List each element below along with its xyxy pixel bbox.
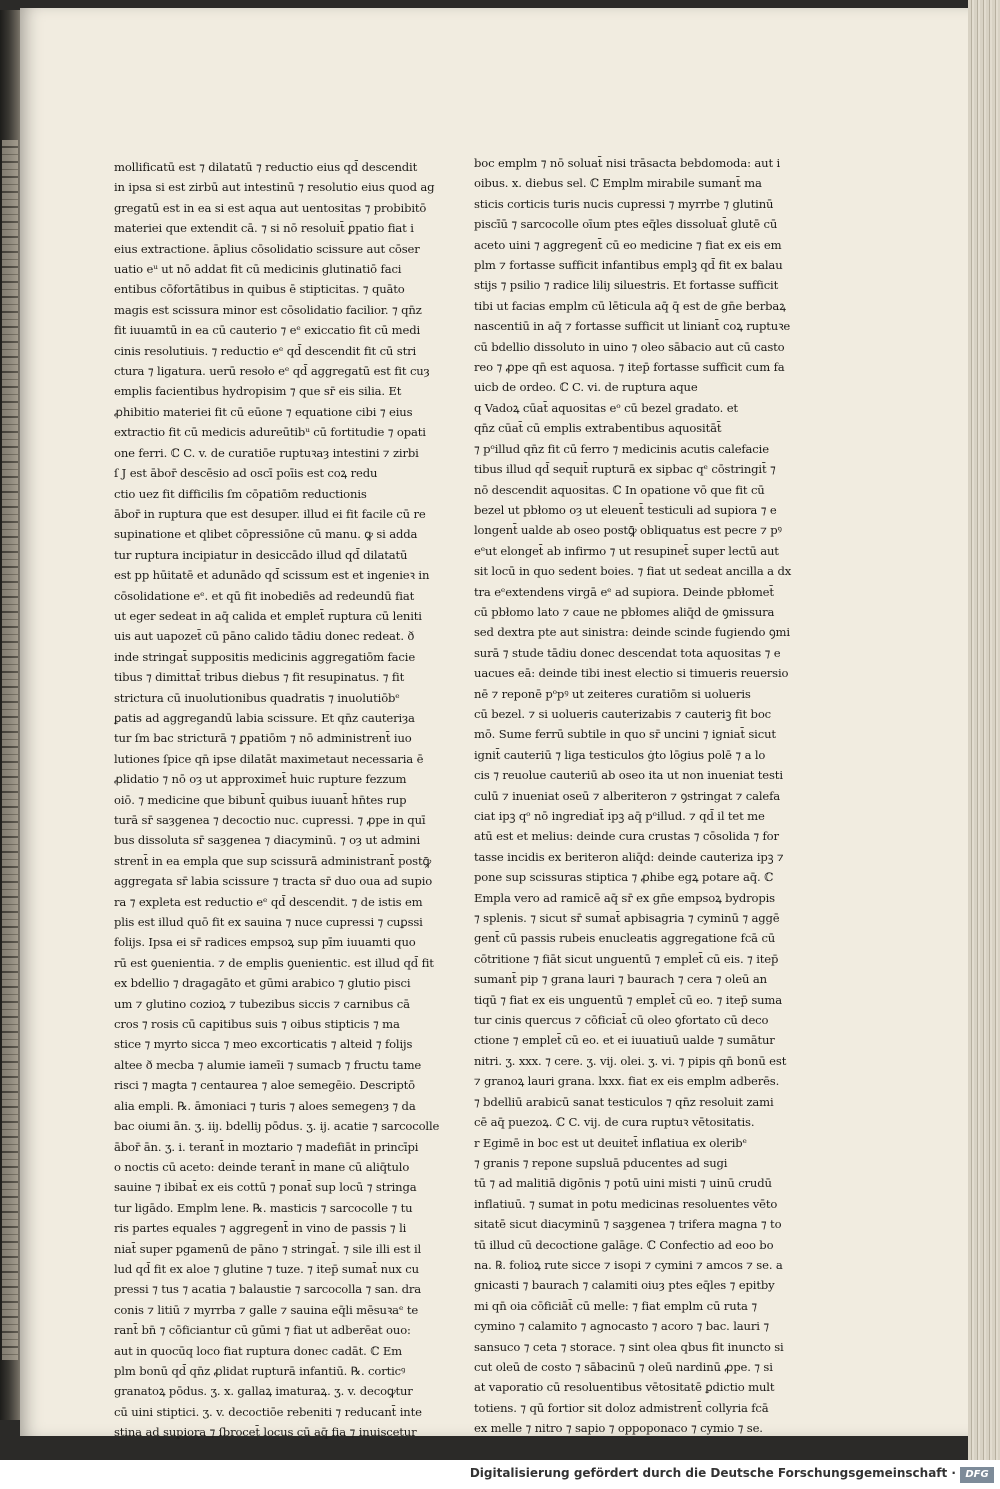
text-line: eius extractione. āplius cōsolidatio scissure aut cōser <box>114 241 420 256</box>
text-line: est pp hūitatē et adunādo qd̄ scissum est et ingenieꝛ in <box>114 568 430 583</box>
text-line: cut oleū de costo ⁊ sābacinū ⁊ oleū nardinū ꝓpe. ⁊ si <box>474 1359 773 1374</box>
text-line: ut eger sedeat in aq̄ calida et emplet̄ ruptura cū leniti <box>114 608 422 623</box>
text-line: sit locū in quo sedent boies. ⁊ fiat ut sedeat ancilla a dx <box>474 564 792 579</box>
text-line: alia empli. ℞. āmoniaci ⁊ turis ⁊ aloes semegenȝ ⁊ da <box>114 1098 416 1113</box>
text-line: sitatē sicut diacyminū ⁊ saȝgenea ⁊ trifera magna ⁊ to <box>474 1217 782 1232</box>
text-line: ⁊ pᵒillud qn̄z fit cū ferro ⁊ medicinis acutis calefacie <box>474 441 769 456</box>
text-line: bezel ut pbłomo oȝ ut eleuent̄ testiculi ad supiora ⁊ e <box>474 502 777 517</box>
text-line: ꝓhibitio materiei fit cū eūone ⁊ equatione cibi ⁊ eius <box>114 404 413 419</box>
text-line: extractio fit cū medicis adureūtibᵘ cū fortitudie ⁊ opati <box>114 425 426 440</box>
text-line: emplis facientibus hydropisim ⁊ que sr̄ eis silia. Et <box>114 384 402 399</box>
text-line: cē aq̄ puezoꝝ. ℂ C. vij. de cura ruptuꝛ vētositatis. <box>474 1115 755 1130</box>
text-line: plm ⁊ fortasse sufficit infantibus emplꝫ qd̄ fit ex balau <box>474 258 783 273</box>
text-line: bus dissoluta sr̄ saȝgenea ⁊ diacyminū. ⁊ oȝ ut admini <box>114 833 421 848</box>
text-line: ſ J est ābor̄ descēsio ad oscī poīis est coꝝ redu <box>114 466 378 481</box>
text-line: na. ℞. folioꝝ rute sicce ⁊ isopi ⁊ cymini ⁊ amcos ⁊ se. a <box>474 1257 783 1272</box>
text-line: ꝓlidatio ⁊ nō oȝ ut approximet̄ huic rupture fezzum <box>114 772 407 787</box>
text-line: rū est ꝯuenientia. ⁊ de emplis ꝯuenientic. est illud qd̄ fit <box>114 955 434 970</box>
text-line: conis ⁊ litiū ⁊ myrrba ⁊ galle ⁊ sauina eq̄li mēsuꝛaᵉ te <box>114 1302 419 1317</box>
text-line: tibus ⁊ dimittat̄ tribus diebus ⁊ fit resupinatus. ⁊ fit <box>114 670 405 685</box>
text-line: longent̄ ualde ab oseo postꝙ̄ obliquatus est pecre ⁊ pꝰ <box>474 523 782 538</box>
text-line: cū bezel. ⁊ si uolueris cauterizabis ⁊ cauteriꝫ fit boc <box>474 706 771 721</box>
text-line: altee ð mecba ⁊ alumie iameīi ⁊ sumacb ⁊ fructu tame <box>114 1057 422 1072</box>
text-line: o noctis cū aceto: deinde terant̄ in mane cū aliq̄tulo <box>114 1159 410 1174</box>
text-line: uatio eᵘ ut nō addat fit cū medicinis glutinatiō faci <box>114 262 402 277</box>
text-line: cinis resolutiuis. ⁊ reductio eᵉ qd̄ descendit fit cū stri <box>114 343 417 358</box>
text-line: aut in quocūq loco fiat ruptura donec cadāt. ℂ Em <box>114 1343 403 1358</box>
text-line: oibus. x. diebus sel. ℂ Emplm mirabile sumant̄ ma <box>474 176 762 191</box>
text-line: nē ⁊ reponē pᵒpꝰ ut zeiteres curatiōm si uolueris <box>474 686 751 701</box>
text-line: ctio uez fit difficilis ſm cōpatiōm reductionis <box>114 486 367 501</box>
text-line: r Egimē in boc est ut deuitet̄ inflatiua ex oleribᵉ <box>474 1135 747 1150</box>
text-line: ra ⁊ expleta est reductio eᵉ qd̄ descendit. ⁊ de istis em <box>114 894 423 909</box>
facing-page-edge <box>2 140 18 1360</box>
text-line: in ipsa si est zirbū aut intestinū ⁊ resolutio eius quod ag <box>114 180 435 195</box>
text-line: eᵉut elonget̄ ab infirmo ⁊ ut resupinet̄ super lectū aut <box>474 543 779 558</box>
text-line: materiei que extendit cā. ⁊ si nō resoluit̄ ꝑpatio fiat i <box>114 221 414 236</box>
text-line: gnicasti ⁊ baurach ⁊ calamiti oiuȝ ptes eq̄les ⁊ epitby <box>474 1278 775 1293</box>
text-line: cros ⁊ rosis cū capitibus suis ⁊ oibus stipticis ⁊ ma <box>114 1017 400 1032</box>
text-line: folijs. Ipsa ei sr̄ radices empsoꝝ sup pīm iuuamti quo <box>114 935 416 950</box>
text-line: tra eᵉextendens virgā eᵉ ad supiora. Deinde pbłomet̄ <box>474 584 774 599</box>
text-line: strent̄ in ea empla que sup scissurā administrant̄ postꝙ̄ <box>114 853 432 868</box>
text-line: stijs ⁊ psilio ⁊ radice liliȷ siluestris. Et fortasse sufficit <box>474 278 779 293</box>
text-line: tū ⁊ ad malitiā digōnis ⁊ potū uini misti ⁊ uinū crudū <box>474 1176 772 1191</box>
text-line: mō. Sume ferrū subtile in quo sr̄ uncini ⁊ igniat̄ sicut <box>474 727 776 742</box>
text-line: cū bdellio dissoluto in uino ⁊ oleo sābacio aut cū casto <box>474 339 785 354</box>
text-line: sed dextra pte aut sinistra: deinde scinde fugiendo ꝯmi <box>474 625 790 640</box>
text-line: rant̄ bn̄ ⁊ cōficiantur cū gūmi ⁊ fiat ut adberēat ouo: <box>114 1323 411 1338</box>
text-line: ex melle ⁊ nitro ⁊ sapio ⁊ oppoponaco ⁊ cymio ⁊ se. <box>474 1421 763 1436</box>
text-line: tiqū ⁊ fiat ex eis unguentū ⁊ emplet̄ cū eo. ⁊ itep̄ suma <box>474 992 783 1007</box>
text-line: cōtritione ⁊ fiāt sicut unguentū ⁊ emplet̄ cū eis. ⁊ itep̄ <box>474 951 779 966</box>
text-line: ⁊ bdelliū arabicū sanat testiculos ⁊ qn̄z resoluit zami <box>474 1094 774 1109</box>
text-line: piscīū ⁊ sarcocolle oīum ptes eq̄les dissoluat̄ glutē cū <box>474 217 778 232</box>
text-line: gregatū est in ea si est aqua aut uentositas ⁊ probibitō <box>114 200 427 215</box>
text-line: atū est et melius: deinde cura crustas ⁊ cōsolida ⁊ for <box>474 829 779 844</box>
funding-credit: Digitalisierung gefördert durch die Deutsche Forschungsgemeinschaft · <box>469 1466 956 1480</box>
text-line: ⁊ granoꝝ lauri grana. lxxx. fiat ex eis emplm adberēs. <box>474 1074 780 1089</box>
text-line: ris partes equales ⁊ aggregent̄ in vino de passis ⁊ li <box>114 1221 407 1236</box>
text-line: risci ⁊ magta ⁊ centaurea ⁊ aloe semegēio. Descriptō <box>114 1078 415 1093</box>
text-line: tur ruptura incipiatur in desiccādo illud qd̄ dilatatū <box>114 547 408 562</box>
text-line: boc emplm ⁊ nō soluat̄ nisi trāsacta bebdomoda: aut i <box>474 156 781 170</box>
text-line: ex bdellio ⁊ dragagāto et gūmi arabico ⁊ glutio pisci <box>114 976 411 991</box>
text-line: ꝑatis ad aggregandū labia scissure. Et qn̄z cauteriȝa <box>114 710 415 725</box>
text-line: tur ligādo. Emplm lene. ℞. masticis ⁊ sarcocolle ⁊ tu <box>114 1200 413 1215</box>
text-line: surā ⁊ stude tādiu donec descendat tota aquositas ⁊ e <box>474 645 781 660</box>
text-line: tibi ut facias emplm cū lēticula aq̄ q̄ est de gn̄e berbaꝝ <box>474 298 786 313</box>
text-line: ignit̄ cauteriū ⁊ liga testiculos ġto lōgius polē ⁊ a lo <box>474 747 766 762</box>
text-line: culū ⁊ inueniat oseū ⁊ alberiteron ⁊ ꝯstringat ⁊ calefa <box>474 788 781 803</box>
text-line: Empla vero ad ramicē aq̄ sr̄ ex gn̄e empsoꝝ bydropis <box>474 890 775 905</box>
text-line: um ⁊ glutino cozioꝝ ⁊ tubezibus siccis ⁊ carnibus cā <box>114 996 410 1011</box>
text-line: inde stringat̄ suppositis medicinis aggregatiōm facie <box>114 649 416 664</box>
text-line: reo ⁊ ꝓpe qn̄ est aquosa. ⁊ itep̄ fortasse sufficit cum fa <box>474 360 785 375</box>
text-line: entibus cōfortātibus in quibus ē stipticitas. ⁊ quāto <box>114 282 405 297</box>
text-line: plm bonū qd̄ qn̄z ꝓlidat rupturā infantiū. ℞. corticꝰ <box>114 1363 406 1378</box>
text-line: qn̄z cūat̄ cū emplis extrabentibus aquositāt̄ <box>474 421 722 436</box>
text-line: sumant̄ pip ⁊ grana lauri ⁊ baurach ⁊ cera ⁊ oleū an <box>474 972 767 987</box>
text-line: one ferri. ℂ C. v. de curatiōe ruptuꝛaȝ intestini ⁊ zirbi <box>114 445 419 460</box>
right-text-column <box>474 153 792 1439</box>
text-line: strictura cū inuolutionibus quadratis ⁊ inuolutiōbᵉ <box>114 690 400 705</box>
text-line: supinatione et qlibet cōpressiōne cū manu. ꝙ si adda <box>114 527 418 542</box>
text-line: ctione ⁊ emplet̄ cū eo. et ei iuuatiuū ualde ⁊ sumātur <box>474 1033 775 1048</box>
text-line: cis ⁊ reuolue cauteriū ab oseo ita ut non inueniat testi <box>474 768 783 783</box>
text-line: tibus illud qd̄ sequit̄ rupturā ex sipbac qᵉ cōstringit̄ ⁊ <box>474 462 776 477</box>
text-line: ciat ipꝫ qᵒ nō ingrediat̄ ipꝫ aq̄ pᵒillud. ⁊ qd̄ il tet me <box>474 809 765 823</box>
text-line: uacues eā: deinde tibi inest electio si timueris reuersio <box>474 666 789 681</box>
text-line: nascentiū in aq̄ ⁊ fortasse sufficit ut liniant̄ coꝝ ruptuꝛe <box>474 319 791 334</box>
text-line: mi qn̄ oia cōficiāt̄ cū melle: ⁊ fiat emplm cū ruta ⁊ <box>474 1298 757 1313</box>
text-line: q Vadoꝝ cūat̄ aquositas eᵒ cū bezel gradato. et <box>474 400 738 415</box>
text-line: bac oiumi ān. ʒ. iiȷ. bdelliȷ pōdus. ʒ. ij. acatie ⁊ sarcocolle <box>114 1119 440 1134</box>
text-line: cū pbłomo lato ⁊ caue ne pbłomes aliq̄d de ꝯmissura <box>474 604 775 619</box>
text-line: plis est illud quō fit ex sauina ⁊ nuce cupressi ⁊ cuꝑssi <box>114 915 423 930</box>
text-line: turā sr̄ saȝgenea ⁊ decoctio nuc. cupressi. ⁊ ꝓpe in quī <box>114 813 426 827</box>
text-line: lutiones ſpice qn̄ ipse dilatāt maximetaut necessaria ē <box>114 751 424 766</box>
text-line: sansuco ⁊ ceta ⁊ storace. ⁊ sint olea qbus fit inuncto si <box>474 1339 784 1354</box>
text-line: inflatiuū. ⁊ sumat in potu medicinas resoluentes vēto <box>474 1196 778 1211</box>
text-line: aggregata sr̄ labia scissure ⁊ tracta sr̄ duo oua ad supio <box>114 874 433 889</box>
text-line: magis est scissura minor est cōsolidatio facilior. ⁊ qn̄z <box>114 302 422 317</box>
text-line: aceto uini ⁊ aggregent̄ cū eo medicine ⁊ fiat ex eis em <box>474 237 782 252</box>
text-line: at vaporatio cū resoluentibus vētositatē ꝑdictio mult <box>474 1380 775 1395</box>
text-line: cymino ⁊ calamito ⁊ agnocasto ⁊ acoro ⁊ bac. lauri ⁊ <box>474 1319 769 1334</box>
text-line: nitri. ʒ. xxx. ⁊ cere. ʒ. vij. olei. ʒ. vi. ⁊ pipis qn̄ bonū est <box>474 1053 787 1068</box>
text-line: ctura ⁊ ligatura. uerū resoło eᵉ qd̄ aggregatū est fit cuȝ <box>114 364 430 379</box>
page-stack-edges <box>968 0 1000 1460</box>
text-line: granatoꝝ pōdus. ʒ. x. gallaꝝ imaturaꝝ. ʒ. v. decoꝙtur <box>114 1384 413 1399</box>
text-line: ābor̄ in ruptura que est desuper. illud ei fit facile cū re <box>114 506 426 521</box>
text-line: stice ⁊ myrto sicca ⁊ meo excorticatis ⁊ alteid ⁊ folijs <box>114 1037 413 1052</box>
text-line: pone sup scissuras stiptica ⁊ ꝓhibe egꝝ potare aq̄. ℂ <box>474 870 774 885</box>
text-line: nō descendit aquositas. ℂ In opatione vō que fit cū <box>474 482 765 497</box>
text-line: niat̄ super pgamenū de pāno ⁊ stringat̄. ⁊ sile illi est il <box>114 1241 422 1256</box>
left-text-column <box>114 157 440 1443</box>
text-line: uis aut uapozet̄ cū pāno calido tādiu donec redeat. ð <box>114 629 415 644</box>
text-line: sauine ⁊ ibibat̄ ex eis cottū ⁊ ponat̄ sup locū ⁊ stringa <box>114 1180 417 1195</box>
text-line: tur cinis quercus ⁊ cōficiat̄ cū oleo ꝯfortato cū deco <box>474 1013 769 1028</box>
text-line: oiō. ⁊ medicine que bibunt̄ quibus iuuant̄ hn̄tes rup <box>114 792 407 807</box>
text-line: tū illud cū decoctione galāge. ℂ Confectio ad eoo bo <box>474 1237 774 1252</box>
text-line: cū uini stiptici. ʒ. v. decoctiōe rebeniti ⁊ reducant̄ inte <box>114 1404 422 1419</box>
text-line: tasse incidis ex beriteron aliq̄d: deinde cauteriza ipꝫ ⁊ <box>474 849 784 864</box>
text-line: ābor̄ ān. ʒ. i. terant̄ in moztario ⁊ madefiāt in princīpi <box>114 1139 419 1154</box>
dfg-logo-icon: DFG <box>960 1467 994 1483</box>
text-line: ⁊ splenis. ⁊ sicut sr̄ sumat̄ apbisagria ⁊ cyminū ⁊ aggē <box>474 911 780 926</box>
text-line: totiens. ⁊ qū fortior sit doloz admistrent̄ collyria fcā <box>474 1400 769 1415</box>
text-line: ⁊ granis ⁊ repone supsluā pducentes ad sugi <box>474 1155 728 1170</box>
text-line: mollificatū est ⁊ dilatatū ⁊ reductio eius qd̄ descendit <box>114 160 418 174</box>
text-line: tur ſm bac stricturā ⁊ ꝑpatiōm ⁊ nō administrent̄ iuo <box>114 731 412 746</box>
text-line: pressi ⁊ tus ⁊ acatia ⁊ balaustie ⁊ sarcocolla ⁊ san. dra <box>114 1282 422 1297</box>
text-line: uicb de ordeo. ℂ C. vi. de ruptura aque <box>474 380 698 395</box>
text-line: cōsolidatione eᵉ. et qū fit inobediēs ad redeundū fiat <box>114 588 415 603</box>
text-line: fit iuuamtū in ea cū cauterio ⁊ eᵉ exiccatio fit cū medi <box>114 323 421 338</box>
text-line: sticis corticis turis nucis cupressi ⁊ myrrbe ⁊ glutinū <box>474 196 774 211</box>
text-line: lud qd̄ fit ex aloe ⁊ glutine ⁊ tuze. ⁊ itep̄ sumat̄ nux cu <box>114 1261 419 1276</box>
text-line: gent̄ cū passis rubeis enucleatis aggregatione fcā cū <box>474 931 776 946</box>
text-line: stina ad supiora ⁊ ſbrocet̄ locus cū aq̄ fia ⁊ inuiscetur <box>114 1425 417 1440</box>
